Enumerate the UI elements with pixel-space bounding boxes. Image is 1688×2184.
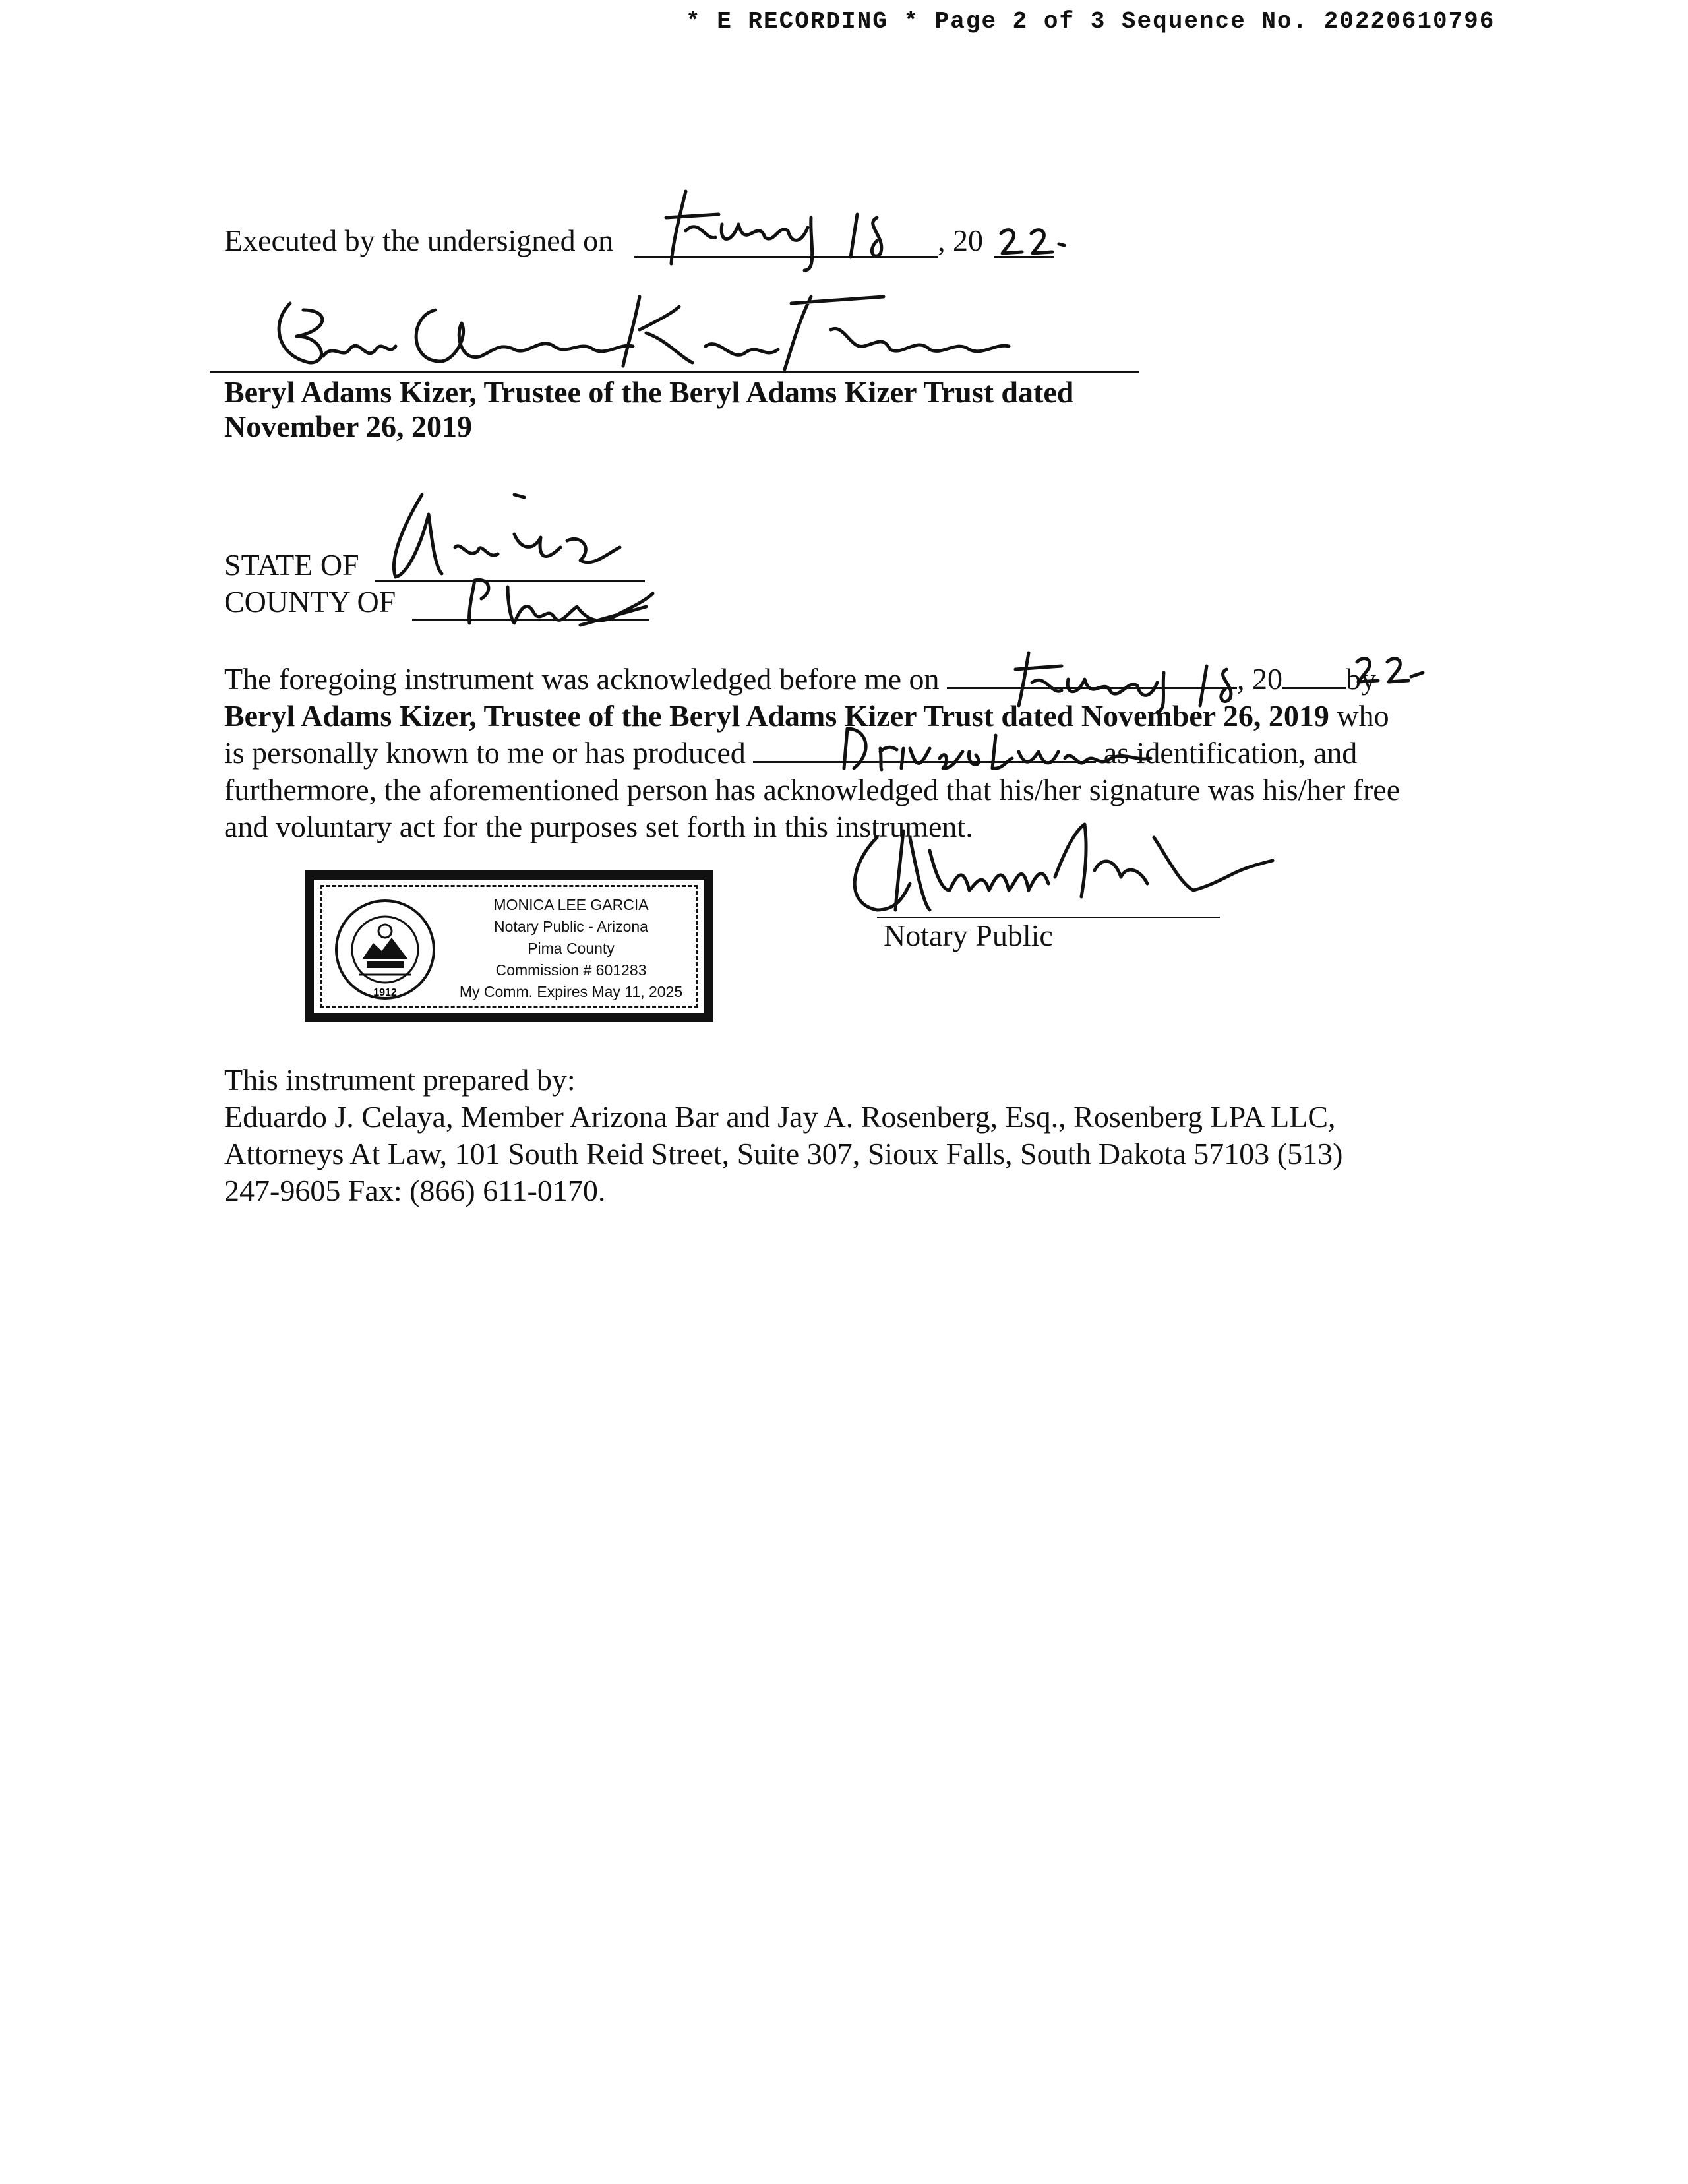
ack-line2-suffix: who — [1337, 699, 1389, 733]
ack-line5: and voluntary act for the purposes set forth in this instrument. — [224, 810, 973, 843]
execution-year-prefix: , 20 — [938, 224, 983, 257]
notary-commission: Commission # 601283 — [495, 961, 647, 979]
notary-seal — [305, 870, 713, 1022]
state-label: STATE OF — [224, 548, 359, 582]
notary-signature-handwriting — [837, 811, 1286, 930]
signer-name-line2: November 26, 2019 — [224, 410, 473, 443]
prepared-by-heading: This instrument prepared by: — [224, 1063, 576, 1097]
ack-line4: furthermore, the aforementioned person has acknowledged that his/her signature was his/her free — [224, 773, 1401, 806]
notary-title: Notary Public - Arizona — [494, 918, 648, 935]
signer-signature-line — [210, 371, 1139, 373]
notary-name: MONICA LEE GARCIA — [493, 896, 649, 913]
execution-prefix: Executed by the undersigned on — [224, 224, 614, 257]
ack-line3-prefix: is personally known to me or has produced — [224, 736, 746, 770]
seal-year: 1912 — [373, 987, 397, 998]
signer-name-line1: Beryl Adams Kizer, Trustee of the Beryl Adams Kizer Trust dated — [224, 375, 1074, 409]
notary-seal-text — [439, 894, 703, 1003]
ack-line1-suffix: by — [1345, 662, 1376, 696]
prepared-by-block — [224, 1062, 1342, 1209]
ack-line3-suffix: as identification, and — [1103, 736, 1358, 770]
ack-year-handwriting — [1352, 653, 1431, 692]
execution-year-handwriting — [996, 224, 1068, 264]
recording-header: * E RECORDING * Page 2 of 3 Sequence No. 20220610796 — [686, 8, 1495, 35]
county-label: COUNTY OF — [224, 585, 396, 619]
ack-year-blank — [1282, 661, 1346, 689]
prepared-by-line2: Attorneys At Law, 101 South Reid Street, Suite 307, Sioux Falls, South Dakota 57103 (513) — [224, 1137, 1343, 1170]
great-seal-of-arizona-icon — [332, 897, 438, 1002]
ack-year-prefix: , 20 — [1236, 662, 1282, 696]
prepared-by-line3: 247-9605 Fax: (866) 611-0170. — [224, 1174, 606, 1207]
ack-line1-prefix: The foregoing instrument was acknowledged before me on — [224, 662, 940, 696]
execution-date-handwriting — [659, 178, 923, 284]
prepared-by-line1: Eduardo J. Celaya, Member Arizona Bar and Jay A. Rosenberg, Esq., Rosenberg LPA LLC, — [224, 1100, 1336, 1134]
ack-date-handwriting — [1009, 643, 1286, 709]
notary-county: Pima County — [528, 940, 615, 957]
signer-signature-handwriting — [218, 284, 1022, 376]
notary-expires: My Comm. Expires May 11, 2025 — [459, 983, 683, 1000]
ack-id-handwriting — [834, 722, 1177, 775]
notary-public-label: Notary Public — [884, 919, 1053, 952]
ack-line2-bold: Beryl Adams Kizer, Trustee of the Beryl Adams Kizer Trust dated November 26, 2019 — [224, 699, 1329, 733]
county-handwriting — [462, 567, 659, 633]
